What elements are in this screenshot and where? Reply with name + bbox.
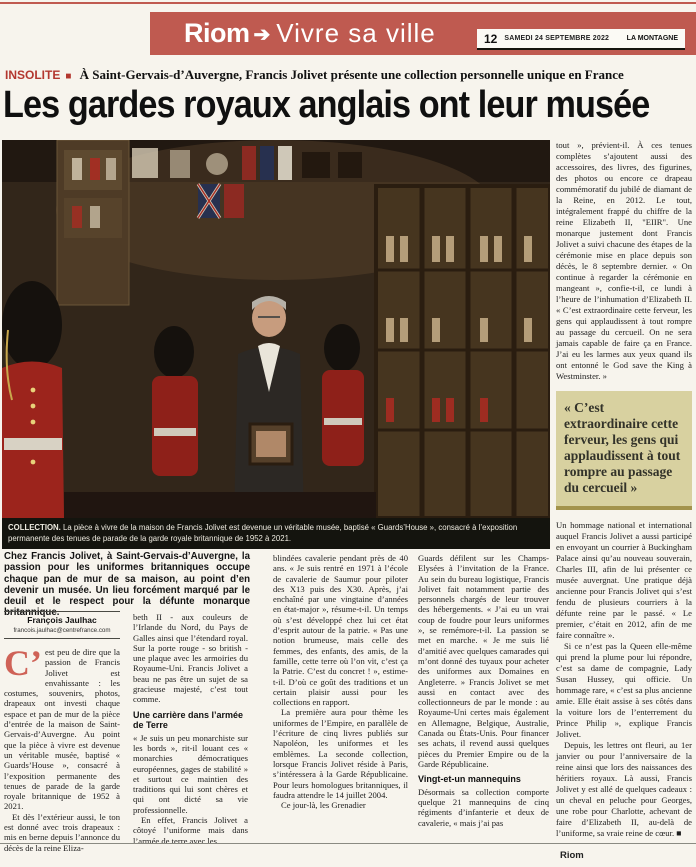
paragraph: La première aura pour thème les uniformes de l’Empire, en parallèle de l’écriture de cinq livres publiés sur Napoléon, les uniformes et les emblèmes. La seconde collection, lorsque Francis Jolivet réside à Paris, s’intéressera à la Garde Républicaine. Pour leurs homologues britanniques, il faudra attendre le 14 juillet 2004. — [273, 707, 408, 800]
museum-room-illustration — [2, 140, 550, 518]
kicker — [5, 67, 695, 83]
paragraph: Un hommage national et international auquel Francis Jolivet a aussi participé en envoyant un courrier à Buckingham Palace ainsi qu’au nouveau souverain, Charles III, afin de lui présenter ce musée auvergnat. Une pratique déjà ancienne pour Francis Jolivet qui s’est fendu de plusieurs courriers à la défunte reine par le passé. « Le premier, c’était en 2012, afin de me faire connaître ». — [556, 520, 692, 640]
drop-cap: C’ — [4, 643, 42, 683]
byline — [4, 611, 120, 639]
paragraph: Et dès l’extérieur aussi, le ton est donné avec trois drapeaux : mis en berne depuis l’annonce du décès de la reine Eliza- — [4, 811, 120, 853]
caption-label: COLLECTION. — [8, 523, 61, 532]
body-column-3 — [273, 553, 408, 843]
footer-rule — [0, 843, 696, 844]
issue-date: SAMEDI 24 SEPTEMBRE 2022 — [504, 35, 610, 42]
body-column-4 — [418, 553, 549, 843]
arrow-icon: ➔ — [253, 24, 271, 46]
paragraph: Si ce n’est pas la Queen elle-même qui prend la plume pour lui répondre, c’est sa dame de compagnie, Lady Susan Hussey, qui officie. Un hommage rare, « c’est sa plus ancienne amie. Elle était assise à ses côtés dans la voiture lors de l’enterrement du Prince Philip », explique Francis Jolivet. — [556, 641, 692, 739]
masthead-section: Riom — [184, 18, 250, 48]
body-column-5 — [556, 140, 692, 845]
headline: Les gardes royaux anglais ont leur musée — [3, 84, 650, 126]
paragraph: « Je suis un peu monarchiste sur les bords », rit-il louant ces « monarchies démocratiques européennes, gages de stabilité » et surtout ce maintien des traditions qui lui sont chères et qui ont dicté sa vie professionnelle. — [133, 732, 248, 815]
lead-paragraph: Chez Francis Jolivet, à Saint-Gervais-d’Auvergne, la passion pour les uniformes britanniques occupe chaque pan de mur de sa maison, au point d’en devenir un musée. Un lieu forcément marqué par le deuil et le respect pour la défunte monarque britannique. — [4, 551, 250, 619]
caption-text: La pièce à vivre de la maison de Francis Jolivet est devenue un véritable musée, baptisé « Guards’House », consacré à l’exposition permanente des tenues de parade de la garde royale britannique de 1952 à 2021. — [8, 523, 518, 543]
photo-caption — [2, 518, 550, 549]
author-email: francois.jaulhac@centrefrance.com — [13, 627, 111, 634]
paragraph: Guards défilent sur les Champs-Elysées à l’invitation de la France. Au sein du bureau logistique, Francis Jolivet fait notamment partie des personnels chargés de leur trouver des hébergements. « J’ai eu un vrai coup de foudre pour leurs uniformes », se remémore-t-il. La passion se met en marche. « Je me suis lié d’amitié avec quelques camarades qui m’ont donné des tuyaux pour acheter des uniformes aux Domaines en Angleterre. » Francis Jolivet se met aussi en contact avec des collectionneurs de par le monde : au Royaume-Uni certes mais également en Allemagne, Belgique, Australie, Canada ou États-Unis. Pour financer ses achats, il revend aussi quelques pièces du Premier Empire ou de la Garde Républicaine. — [418, 553, 549, 769]
paragraph: tout », prévient-il. À ces tenues complètes s’ajoutent aussi des accessoires, des livres, des figurines, des photos ou encore ce drapeau commémoratif du jubilé de diamant de la Reine, en 2012. Le tout, intégralement frappé du chiffre de la reine Elizabeth II, "EIIR". Une monarque justement dont Francis Jolivet a suivi chacune des étapes de la cérémonie mise en place depuis son décès, le 8 septembre dernier. « On continue à regarder la cérémonie en mangeant », confie-t-il, ce lundi à l’heure de l’inhumation d’Elizabeth II. « C’est extraordinaire cette ferveur, les gens qui applaudissent à tout rompre au passage du cercueil. On ne sera jamais capable de faire ça en France. J’ai eu les larmes aux yeux quand ils ont entonné le God save the King à Westminster. » — [556, 140, 692, 381]
paragraph: Désormais sa collection comporte quelque 21 mannequins de cinq régiments d’infanterie et deux de cavalerie, « mais j’ai pas — [418, 786, 549, 828]
paragraph: Ce jour-là, les Grenadier — [281, 800, 366, 811]
newspaper-name: LA MONTAGNE — [626, 35, 678, 42]
masthead-band — [150, 12, 696, 55]
subhead-carriere: Une carrière dans l’armée de Terre — [133, 709, 244, 731]
page-number: 12 — [484, 31, 498, 46]
footer-section: Riom — [560, 850, 584, 861]
pull-quote: « C’est extraordinaire cette ferveur, les gens qui applaudissent à tout rompre au passage du cercueil » — [556, 391, 692, 510]
dateline-box — [477, 29, 685, 50]
kicker-text: À Saint-Gervais-d’Auvergne, Francis Jolivet présente une collection personnelle unique en France — [79, 67, 624, 82]
square-bullet-icon: ■ — [65, 71, 72, 82]
body-column-2 — [133, 612, 248, 846]
paragraph: blindées cavalerie pendant près de 40 ans. « Je suis rentré en 1971 à l’école de cavalerie de Saumur pour piloter des X13 puis des X30. Après, j’ai enchaîné par une vingtaine d’années en état-major », résume-t-il. Un temps où s’est développé chez lui cet état d’esprit autour de la patrie. « Pas une notion brumeuse, mais celle des femmes, des enfants, des amis, de la famille, cette terre où l’on vit, c’est ça la Patrie. C’est du concret ! », estime-t-il. D’où ce goût des traditions et un certain plaisir aussi pour les collections en rapport. — [273, 553, 408, 708]
paragraph: beth II - aux couleurs de l’Irlande du Nord, du Pays de Galles ainsi que l’étendard royal. Sur la porte rouge - so british - une plaque avec les armoiries du Royaume-Uni. Francis Jolivet a beau ne pas être un sujet de sa gracieuse majesté, c’est tout comme. — [133, 612, 248, 705]
masthead-subsection: Vivre sa ville — [276, 18, 436, 48]
subhead-mannequins: Vingt-et-un mannequins — [418, 774, 521, 785]
author-name: François Jaulhac — [27, 615, 97, 625]
paragraph: est peu de dire que la passion de Francis Jolivet est envahissante : les costumes, souvenirs, photos, drapeaux ont investi chaque espace et pan de mur de la pièce d’entrée de la maison de Saint-Gervais-d’Auvergne. Au point que la pièce à vivre est devenue un véritable musée, baptisé « Guards’House », consacré à l’exposition permanente des tenues de parade de la garde royale britannique de 1952 à 2021. — [4, 647, 120, 812]
top-rule — [0, 2, 696, 4]
paragraph: En effet, Francis Jolivet a côtoyé l’uniforme mais dans l’armée de terre avec les — [133, 815, 248, 846]
body-column-1 — [4, 643, 120, 853]
article-photo — [2, 140, 550, 518]
kicker-label: INSOLITE — [5, 68, 61, 82]
paragraph: Depuis, les lettres ont fleuri, au 1er janvier ou pour l’anniversaire de la reine ainsi que lors des naissances des héritiers royaux. Là aussi, Francis Jolivet y est allé de quelques cadeaux : un cheval en peluche pour Georges, une robe pour Charlotte, achevant de faire d’Elizabeth II, au-delà de l’uniforme, sa vraie reine de cœur. ■ — [556, 740, 692, 838]
